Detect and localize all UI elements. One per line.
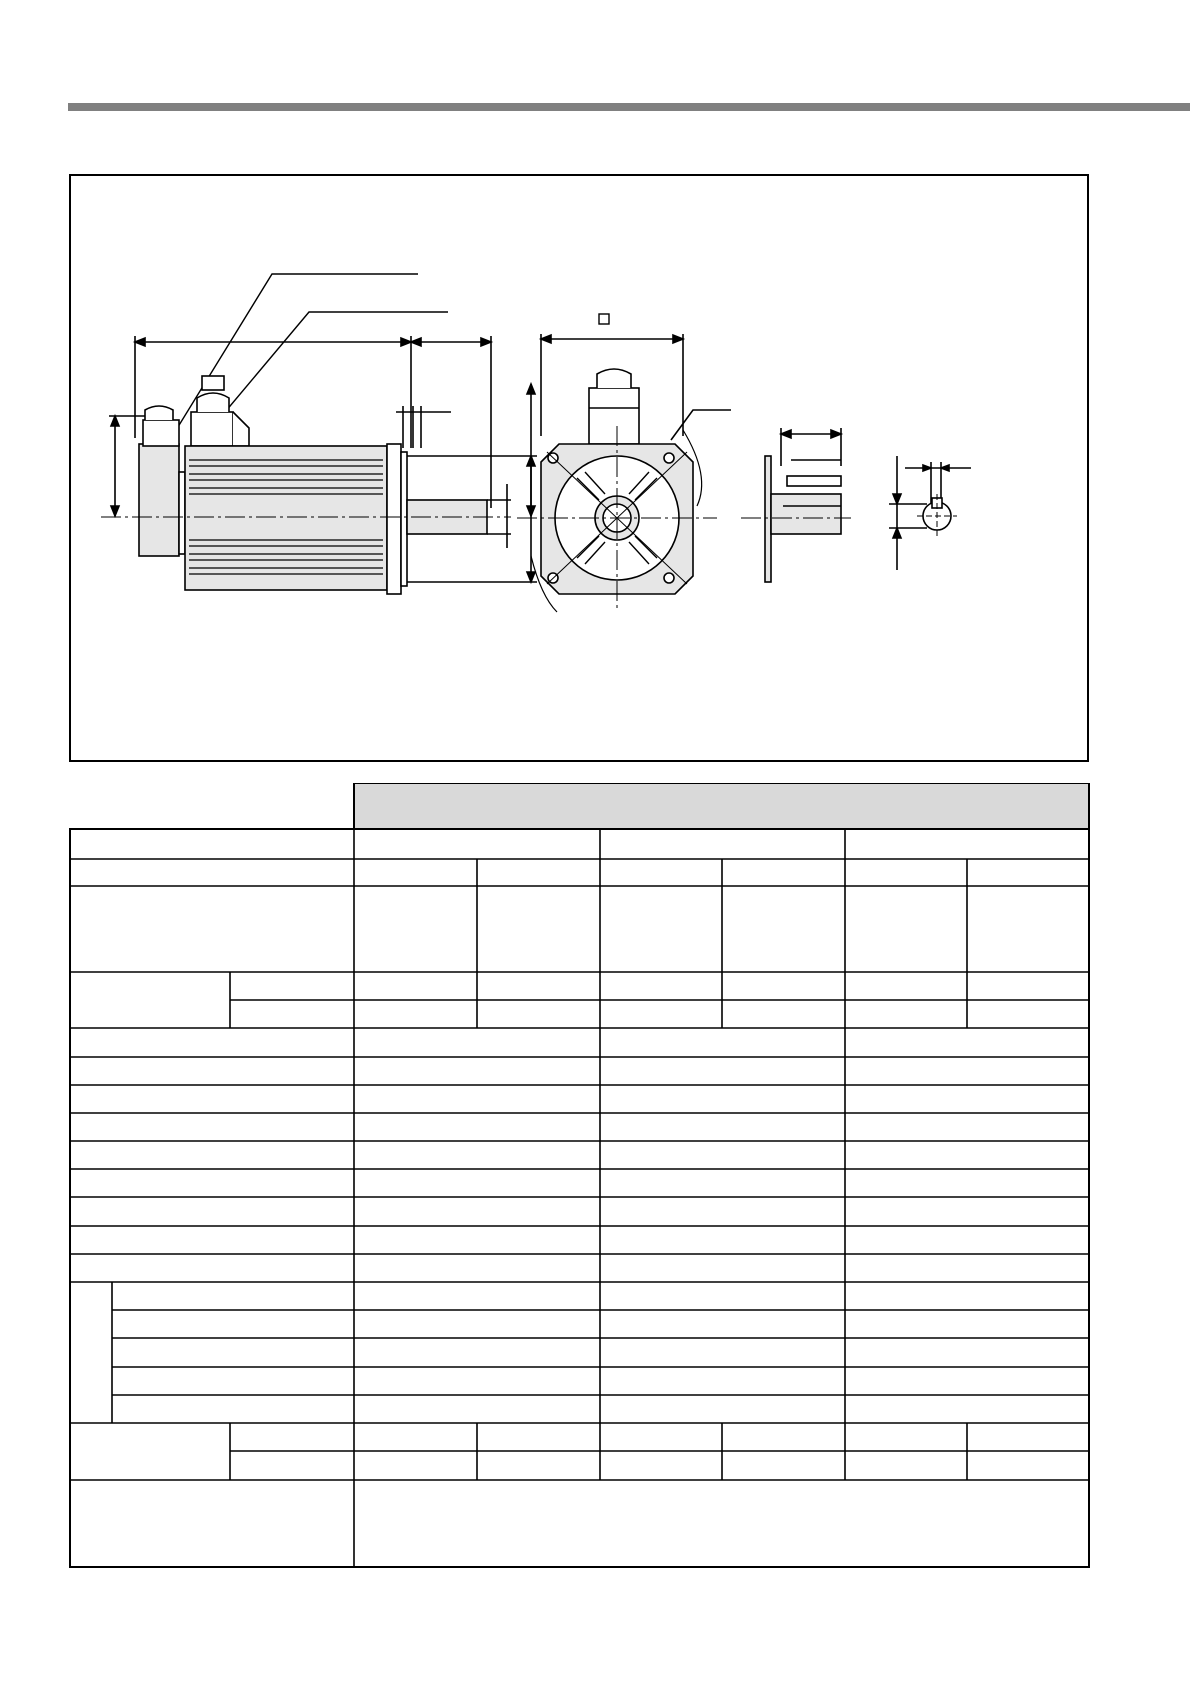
table-body-frame	[70, 829, 1089, 1567]
motor-front-view	[517, 314, 731, 612]
shaft-cross-section	[889, 456, 971, 570]
table-header-band	[354, 783, 1089, 829]
table-row-rules	[70, 859, 1089, 1480]
motor-dimension-drawing	[71, 176, 1091, 764]
shaft-key-detail	[741, 428, 851, 582]
spec-table-grid	[69, 783, 1090, 1568]
motor-side-view	[101, 336, 537, 594]
table-column-rules	[112, 829, 967, 1567]
spec-table	[69, 783, 1090, 1568]
header-rule	[68, 103, 1190, 111]
dimension-drawing-frame	[69, 174, 1089, 762]
